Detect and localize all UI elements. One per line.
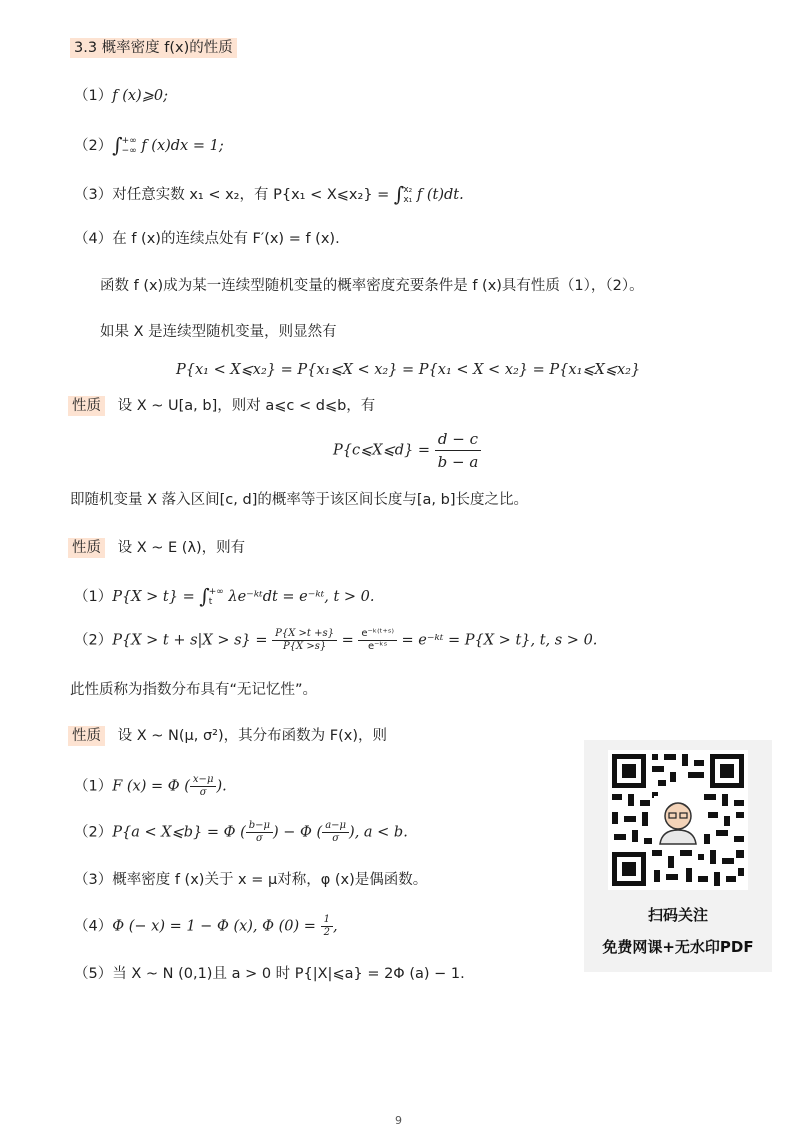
integral-sign: ∫ <box>199 584 210 608</box>
fraction-denominator: 2 <box>323 927 330 938</box>
property-label: 性质 <box>68 396 105 416</box>
fraction-denominator: b − a <box>437 453 479 471</box>
fraction-denominator: P{X >s} <box>282 641 327 652</box>
property-number: （4） <box>74 918 113 935</box>
integral-limits <box>209 587 224 607</box>
normal-property-1 <box>74 774 227 799</box>
density-property-3 <box>74 182 464 205</box>
formula-rest: λe⁻ᵏᵗdt = e⁻ᵏᵗ, t > 0. <box>228 589 375 605</box>
formula-rest: ). <box>216 778 227 795</box>
page-number: 9 <box>395 1114 402 1127</box>
fraction-numerator: b−μ <box>246 820 273 833</box>
normal-property-2 <box>74 820 408 845</box>
standardized-fraction <box>190 774 217 799</box>
property-label: 性质 <box>68 538 105 558</box>
fraction-denominator: σ <box>255 833 263 844</box>
exponential-intro: 设 X ~ E (λ)，则有 <box>117 540 246 556</box>
qr-code-icon <box>608 750 748 890</box>
property-lead-text: 对任意实数 x₁ < x₂，有 P{x₁ < X⩽x₂} = <box>112 187 394 203</box>
normal-property-3: （3）概率密度 f (x)关于 x = μ对称，φ (x)是偶函数。 <box>74 872 428 888</box>
standardized-fraction-a <box>322 820 349 845</box>
density-property-2 <box>74 133 224 156</box>
density-property-1 <box>74 86 168 106</box>
integral-limits <box>403 185 412 205</box>
uniform-formula-lhs: P{c⩽X⩽d} = <box>333 442 430 459</box>
integral-limits <box>122 136 137 156</box>
qr-caption-promo: 免费网课+无水印PDF <box>602 938 754 956</box>
property-number: （3） <box>74 187 113 203</box>
memoryless-note: 此性质称为指数分布具有“无记忆性”。 <box>70 682 318 698</box>
fraction-denominator: σ <box>199 787 207 798</box>
normal-property-4 <box>74 914 338 939</box>
qr-code-image[interactable] <box>608 750 748 890</box>
exponential-fraction <box>358 628 397 653</box>
section-title <box>70 38 237 58</box>
density-property-4 <box>74 229 340 249</box>
fraction-denominator: e⁻ᵏˢ <box>367 641 388 652</box>
fraction-numerator: x−μ <box>190 774 217 787</box>
formula-lead: F (x) = Φ ( <box>112 778 190 795</box>
property-formula: f (t)dt. <box>416 187 464 203</box>
uniform-fraction <box>435 428 482 473</box>
property-label: 性质 <box>68 726 105 746</box>
formula-middle: ) − Φ ( <box>273 824 323 841</box>
formula-rest: = e⁻ᵏᵗ = P{X > t}, t, s > 0. <box>401 632 598 649</box>
equals-sign: = <box>341 632 354 649</box>
property-number: （2） <box>74 138 113 154</box>
standardized-fraction-b <box>246 820 273 845</box>
formula-lead: Φ (− x) = 1 − Φ (x), Φ (0) = <box>112 918 316 935</box>
integral-lower-limit: −∞ <box>121 146 137 156</box>
integral-lower-limit: t <box>208 597 213 607</box>
exponential-property <box>68 538 245 558</box>
formula-rest: , <box>332 918 338 935</box>
property-number: （2） <box>74 824 113 841</box>
property-number: （4） <box>74 231 113 247</box>
qr-code-panel <box>584 740 772 972</box>
fraction-numerator: d − c <box>435 428 482 451</box>
integral-lower-limit: x₁ <box>403 195 413 205</box>
section-title-text: 3.3 概率密度 f(x)的性质 <box>70 38 237 58</box>
normal-intro: 设 X ~ N(μ, σ²)，其分布函数为 F(x)，则 <box>117 728 387 744</box>
half-fraction <box>321 914 333 939</box>
integral-upper-limit: +∞ <box>208 587 224 597</box>
formula-lead: P{X > t + s|X > s} = <box>112 632 268 649</box>
uniform-formula <box>333 428 481 473</box>
formula-rest: ), a < b. <box>349 824 408 841</box>
integral-sign: ∫ <box>112 133 123 157</box>
fraction-numerator: e⁻ᵏ⁽ᵗ⁺ˢ⁾ <box>358 628 397 641</box>
property-formula: f (x)⩾0; <box>112 88 168 104</box>
uniform-intro: 设 X ~ U[a, b]，则对 a⩽c < d⩽b，有 <box>117 398 376 414</box>
property-number: （1） <box>74 589 113 605</box>
fraction-numerator: a−μ <box>322 820 349 833</box>
exponential-property-2 <box>74 628 597 653</box>
normal-property <box>68 726 387 746</box>
integral-sign: ∫ <box>393 182 405 206</box>
conditional-fraction <box>272 628 337 653</box>
integral-upper-limit: x₂ <box>403 185 413 195</box>
note-condition: 函数 f (x)成为某一连续型随机变量的概率密度充要条件是 f (x)具有性质（1），（2）。 <box>100 278 644 294</box>
uniform-property <box>68 396 375 416</box>
fraction-numerator: 1 <box>321 914 333 927</box>
integral-upper-limit: +∞ <box>121 136 137 146</box>
property-formula: 在 f (x)的连续点处有 F′(x) = f (x). <box>112 231 340 247</box>
qr-caption-scan: 扫码关注 <box>647 906 708 924</box>
property-number: （1） <box>74 778 113 795</box>
fraction-numerator: P{X >t +s} <box>272 628 337 641</box>
normal-property-5: （5）当 X ~ N (0,1)且 a > 0 时 P{|X|⩽a} = 2Φ (a) − 1. <box>74 966 465 982</box>
equality-formula: P{x₁ < X⩽x₂} = P{x₁⩽X < x₂} = P{x₁ < X < x₂} = P{x₁⩽X⩽x₂} <box>176 362 641 378</box>
property-number: （1） <box>74 88 113 104</box>
uniform-conclusion: 即随机变量 X 落入区间[c, d]的概率等于该区间长度与[a, b]长度之比。 <box>70 492 528 508</box>
formula-lead: P{a < X⩽b} = Φ ( <box>112 824 246 841</box>
formula-lead: P{X > t} = <box>112 589 200 605</box>
exponential-property-1 <box>74 584 375 607</box>
property-formula: f (x)dx = 1; <box>141 138 224 154</box>
fraction-denominator: σ <box>332 833 340 844</box>
property-number: （2） <box>74 632 113 649</box>
note-continuous: 如果 X 是连续型随机变量，则显然有 <box>100 324 337 340</box>
